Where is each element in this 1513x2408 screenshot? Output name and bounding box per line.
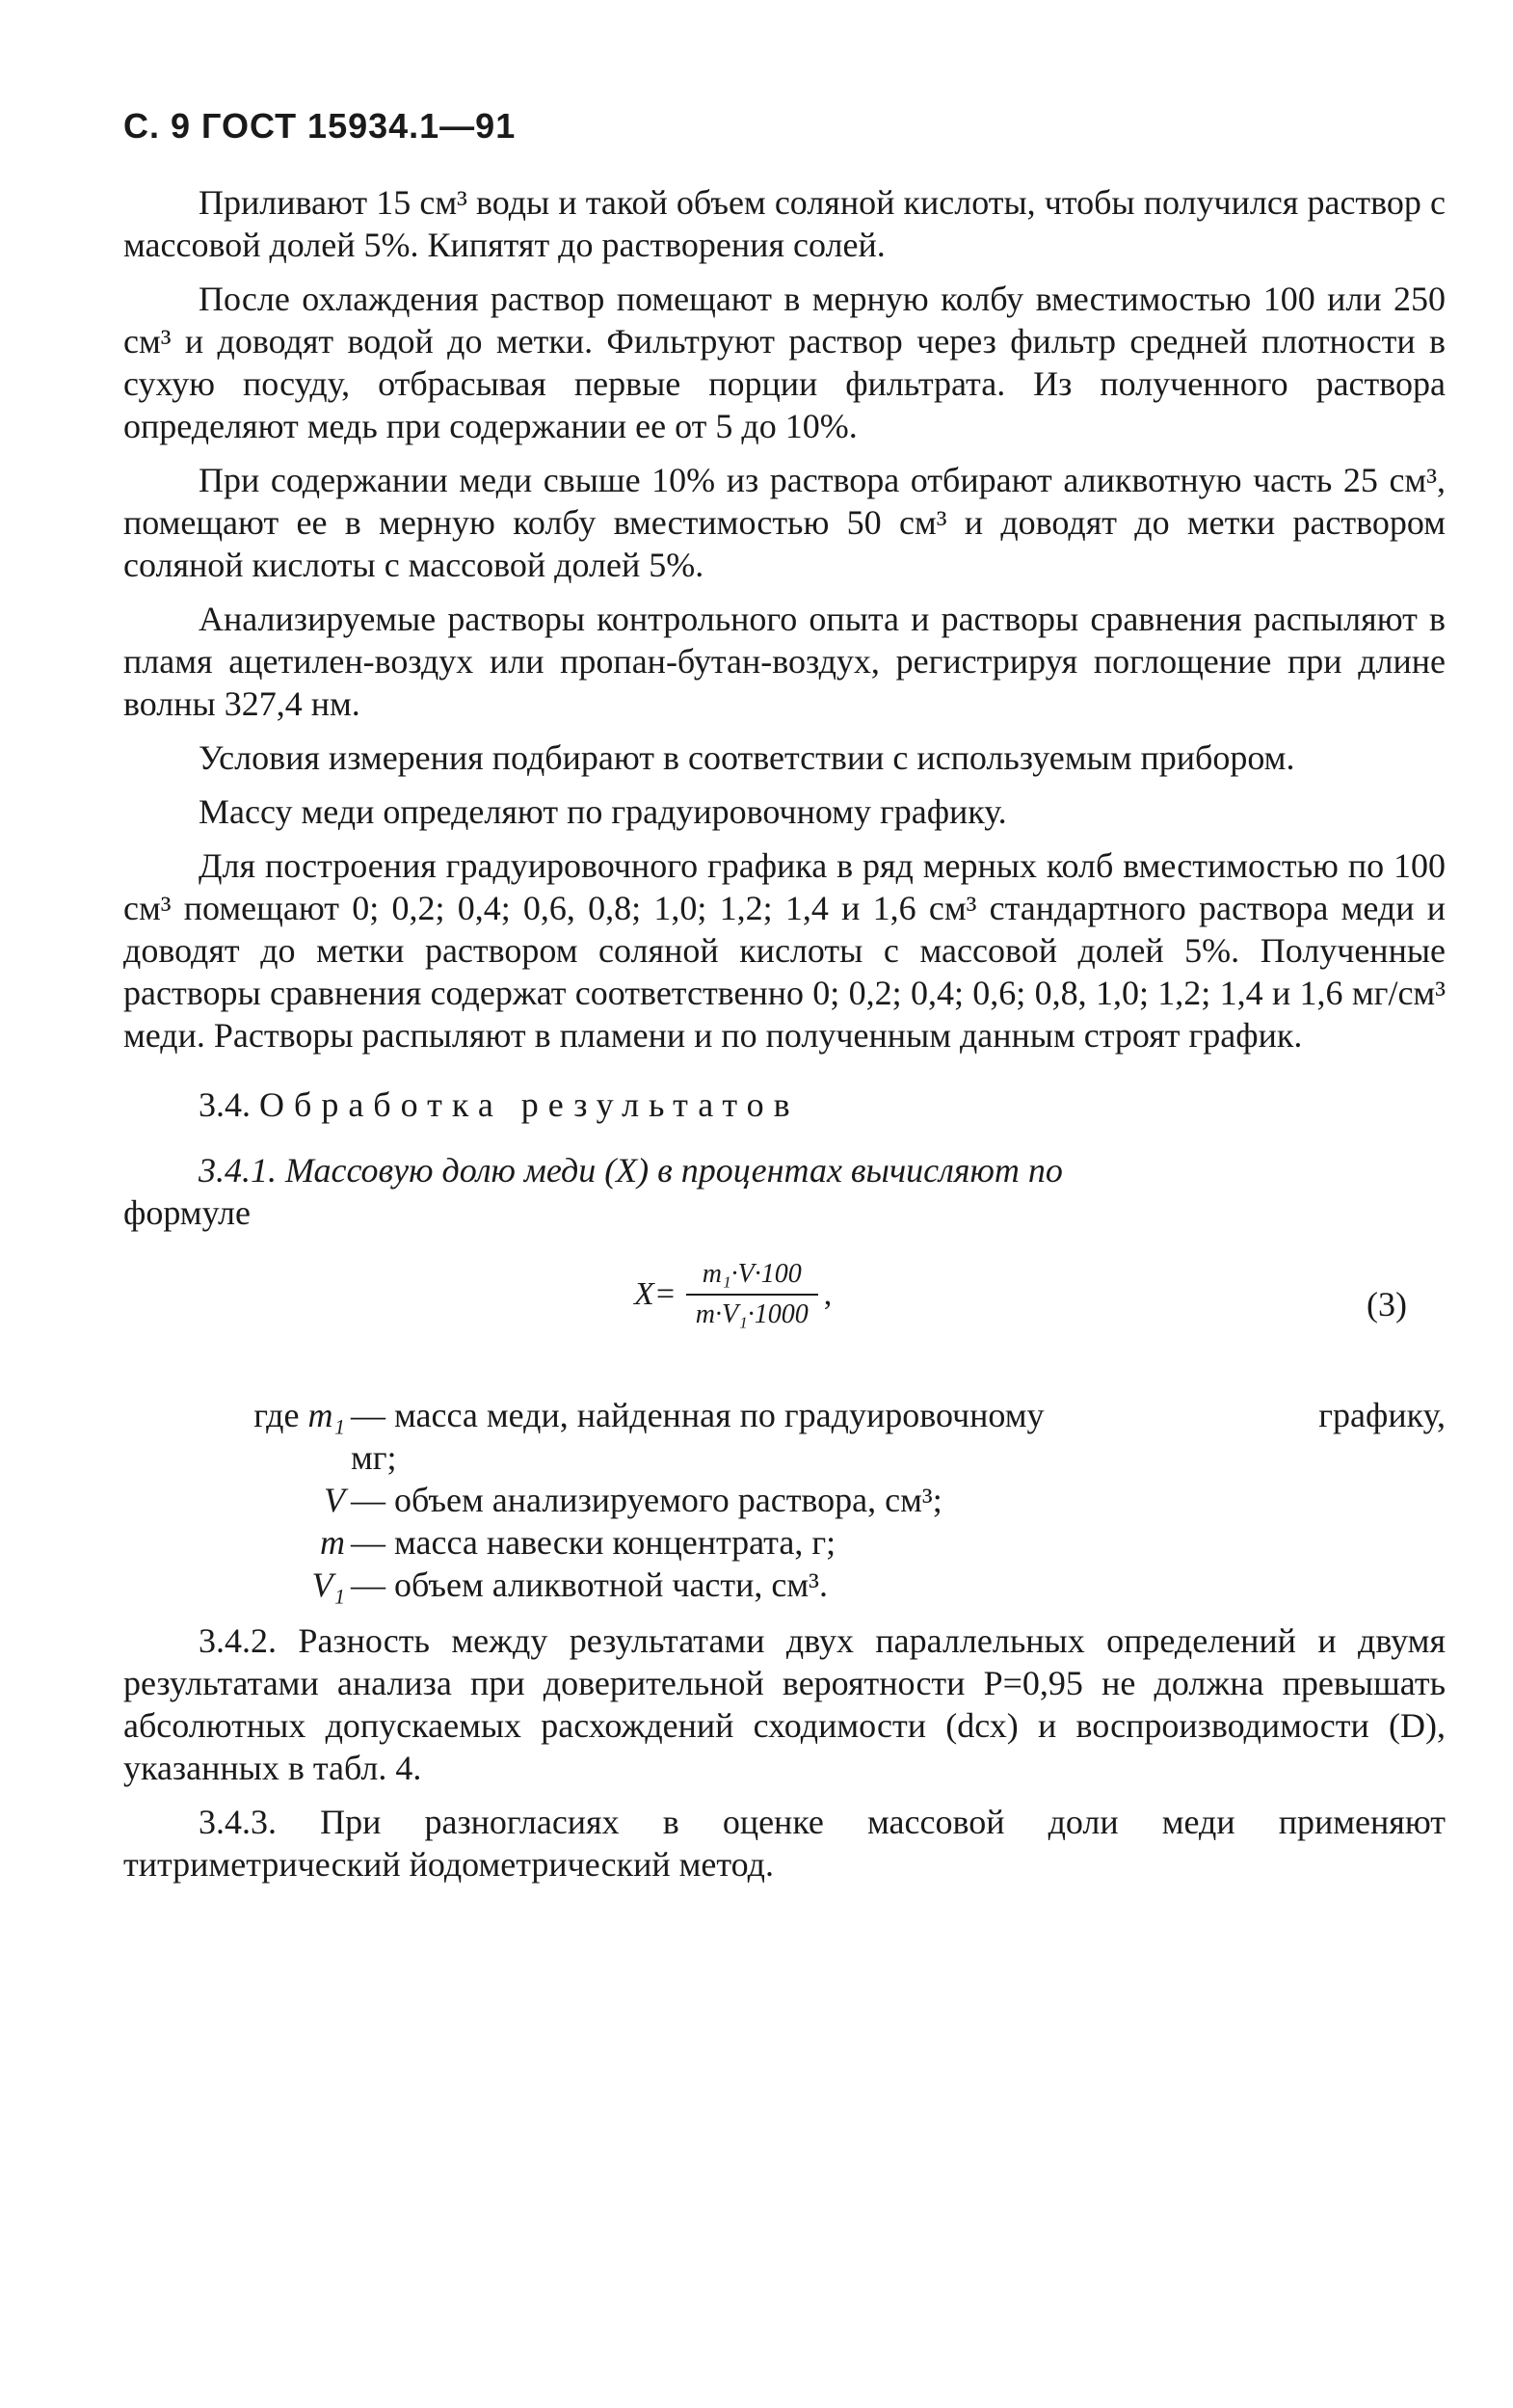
paragraph-4: Анализируемые растворы контрольного опыта и растворы сравнения распыляют в пламя ацетилен-воздух или пропан-бутан-воздух, регистрируя поглощение при длине волны 327,4 нм. (123, 600, 1446, 723)
section-title: Обработка результатов (259, 1085, 800, 1124)
page-header: С. 9 ГОСТ 15934.1—91 (123, 106, 517, 146)
symbol-m: m (320, 1523, 345, 1562)
formula-block (123, 1255, 1446, 1371)
equation-number: (3) (1367, 1285, 1407, 1324)
symbol-m1: m₁ (307, 1396, 345, 1434)
where-keyword: где (253, 1396, 300, 1434)
definition-v (123, 1479, 1446, 1521)
paragraph-6: Массу меди определяют по градуировочному графику. (199, 792, 1007, 831)
clause-3-4-2: 3.4.2. Разность между результатами двух параллельных определений и двумя результатами анализа при доверительной вероятности P=0,95 не должна превышать абсолютных допускаемых расхождений сходимости (dсх) и воспроизводимости (D), указанных в табл. 4. (123, 1621, 1446, 1787)
formula-trail: , (823, 1276, 833, 1312)
paragraph-7: Для построения градуировочного графика в ряд мерных колб вместимостью по 100 см³ помещают 0; 0,2; 0,4; 0,6, 0,8; 1,0; 1,2; 1,4 и 1,6 см³ стандартного раствора меди и доводят до метки раствором соляной кислоты с массовой долей 5%. Полученные растворы сравнения содержат соответственно 0; 0,2; 0,4; 0,6; 0,8, 1,0; 1,2; 1,4 и 1,6 мг/см³ меди. Растворы распыляют в пламени и по полученным данным строят график. (123, 846, 1446, 1055)
definition-v-text: — объем анализируемого раствора, см³; (351, 1481, 942, 1519)
formula-fraction (686, 1259, 818, 1330)
section-heading (123, 1084, 1446, 1126)
definition-v1 (123, 1564, 1446, 1606)
definition-m (123, 1521, 1446, 1564)
definition-m-text: — масса навески концентрата, г; (351, 1523, 836, 1562)
formula-denominator: m·V₁·1000 (686, 1294, 818, 1330)
paragraph-2: После охлаждения раствор помещают в мерную колбу вместимостью 100 или 250 см³ и доводят водой до метки. Фильтруют раствор через фильтр средней плотности в сухую посуду, отбрасывая первые порции фильтрата. Из полученного раствора определяют медь при содержании ее от 5 до 10%. (123, 280, 1446, 445)
definition-m1-text-end: графику, (1318, 1396, 1446, 1434)
paragraph-3: При содержании меди свыше 10% из раствора отбирают аликвотную часть 25 см³, помещают ее в мерную колбу вместимостью 50 см³ и доводят до метки раствором соляной кислоты с массовой долей 5%. (123, 461, 1446, 584)
formula-lhs: X= (634, 1276, 677, 1312)
clause-3-4-3: 3.4.3. При разногласиях в оценке массовой доли меди применяют титриметрический йодометрический метод. (123, 1803, 1446, 1884)
formula (634, 1259, 832, 1330)
definition-m1-cont: мг; (351, 1438, 397, 1477)
formula-numerator: m₁·V·100 (702, 1259, 802, 1289)
definition-v1-text: — объем аликвотной части, см³. (351, 1565, 828, 1604)
section-number: 3.4. (199, 1085, 251, 1124)
paragraph-5: Условия измерения подбирают в соответствии с используемым прибором. (199, 738, 1295, 777)
definition-m1 (123, 1394, 1446, 1436)
definition-m1-text: — масса меди, найденная по градуировочному (351, 1396, 1045, 1434)
paragraph-1: Приливают 15 см³ воды и такой объем соляной кислоты, чтобы получился раствор с массовой долей 5%. Кипятят до растворения солей. (123, 183, 1446, 264)
symbol-v: V (324, 1481, 345, 1519)
symbol-v1: V₁ (311, 1565, 345, 1604)
clause-3-4-1 (123, 1149, 1446, 1191)
clause-3-4-1-tail: формуле (123, 1193, 251, 1232)
clause-3-4-1-lead: 3.4.1. Массовую долю меди (X) в процентах вычисляют по (199, 1151, 1063, 1190)
variable-definitions (123, 1394, 1446, 1606)
document-page (123, 106, 1446, 1886)
